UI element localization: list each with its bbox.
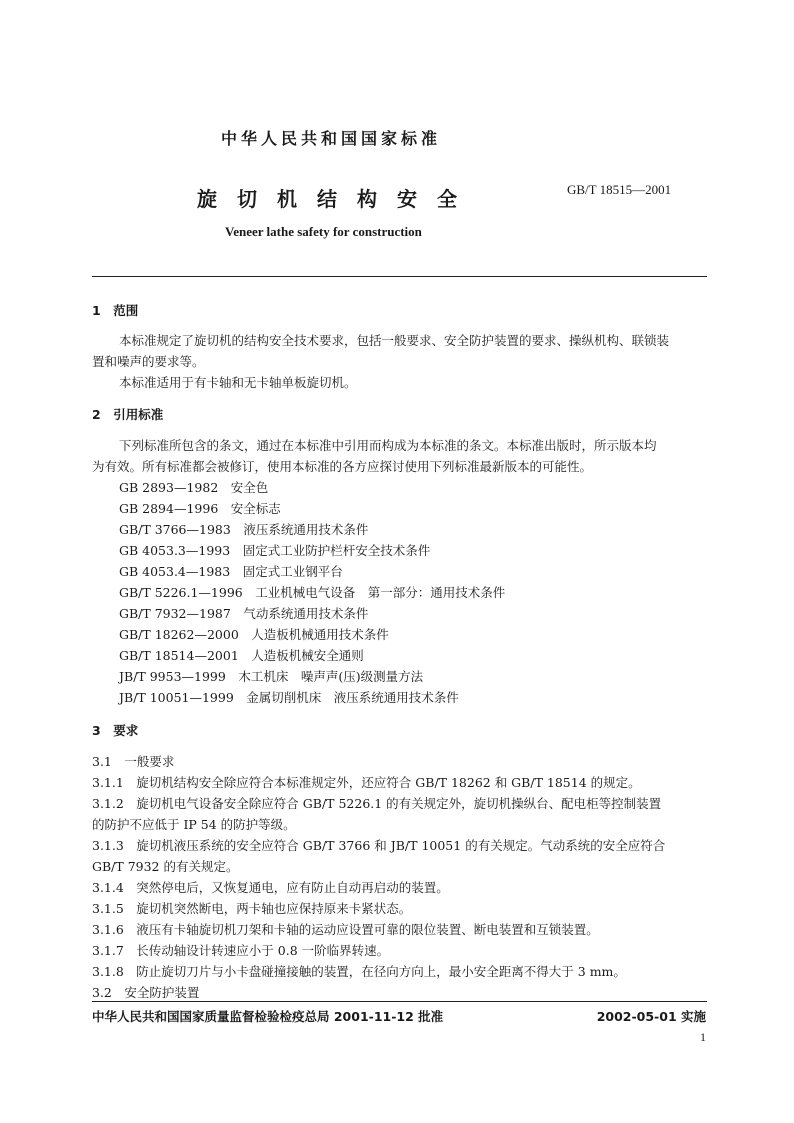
clause-text: GB/T 7932 的有关规定。 <box>92 859 239 874</box>
clause-heading: 3.2 安全防护装置 <box>92 985 200 1000</box>
section-heading-scope: 1 范围 <box>92 303 139 318</box>
reference-item: GB/T 18514—2001 人造板机械安全通则 <box>119 648 364 663</box>
reference-item: GB/T 7932—1987 气动系统通用技术条件 <box>119 606 369 621</box>
document-title: 旋切机结构安全 <box>197 187 477 211</box>
clause-text: 3.1.1 旋切机结构安全除应符合本标准规定外，还应符合 GB/T 18262 和 GB/T 18514 的规定。 <box>92 775 641 790</box>
clause-text: 3.1.4 突然停电后，又恢复通电，应有防止自动再启动的装置。 <box>92 880 449 895</box>
reference-item: GB/T 3766—1983 液压系统通用技术条件 <box>119 522 369 537</box>
paragraph-line: 为有效。所有标准都会被修订，使用本标准的各方应探讨使用下列标准最新版本的可能性。 <box>92 459 593 474</box>
reference-item: JB/T 10051—1999 金属切削机床 液压系统通用技术条件 <box>119 690 459 705</box>
standard-code: GB/T 18515—2001 <box>567 182 672 197</box>
clause-text: 3.1.8 防止旋切刀片与小卡盘碰撞接触的装置，在径向方向上，最小安全距离不得大于 3 mm。 <box>92 964 626 979</box>
clause-text: 的防护不应低于 IP 54 的防护等级。 <box>92 817 296 832</box>
clause-heading: 3.1 一般要求 <box>92 754 175 769</box>
clause-text: 3.1.2 旋切机电气设备安全除应符合 GB/T 5226.1 的有关规定外，旋切机操纵台、配电柜等控制装置 <box>92 796 662 811</box>
paragraph-line: 下列标准所包含的条文，通过在本标准中引用而构成为本标准的条文。本标准出版时，所示版本均 <box>119 438 657 453</box>
page-number: 1 <box>700 1030 706 1044</box>
reference-item: GB/T 5226.1—1996 工业机械电气设备 第一部分：通用技术条件 <box>119 585 506 600</box>
reference-item: GB 2894—1996 安全标志 <box>119 501 281 516</box>
paragraph-line: 本标准规定了旋切机的结构安全技术要求，包括一般要求、安全防护装置的要求、操纵机构、联锁装 <box>119 333 670 348</box>
paragraph-line: 本标准适用于有卡轴和无卡轴单板旋切机。 <box>119 375 357 390</box>
section-heading-requirements: 3 要求 <box>92 723 139 738</box>
section-heading-references: 2 引用标准 <box>92 407 164 422</box>
effective-date: 2002-05-01 实施 <box>596 1009 706 1024</box>
reference-item: JB/T 9953—1999 木工机床 噪声声(压)级测量方法 <box>119 669 424 684</box>
english-title: Veneer lathe safety for construction <box>225 224 422 239</box>
reference-item: GB 2893—1982 安全色 <box>119 480 269 495</box>
standard-organization: 中华人民共和国国家标准 <box>220 129 441 148</box>
header-divider <box>92 276 707 277</box>
clause-text: 3.1.3 旋切机液压系统的安全应符合 GB/T 3766 和 JB/T 10051 的有关规定。气动系统的安全应符合 <box>92 838 666 853</box>
reference-item: GB/T 18262—2000 人造板机械通用技术条件 <box>119 627 389 642</box>
paragraph-line: 置和噪声的要求等。 <box>92 354 205 369</box>
reference-item: GB 4053.4—1983 固定式工业钢平台 <box>119 564 343 579</box>
reference-item: GB 4053.3—1993 固定式工业防护栏杆安全技术条件 <box>119 543 431 558</box>
clause-text: 3.1.5 旋切机突然断电，两卡轴也应保持原来卡紧状态。 <box>92 901 412 916</box>
approval-note: 中华人民共和国国家质量监督检验检疫总局 2001-11-12 批准 <box>92 1009 444 1024</box>
footer-divider <box>92 1001 707 1002</box>
clause-text: 3.1.6 液压有卡轴旋切机刀架和卡轴的运动应设置可靠的限位装置、断电装置和互锁装置。 <box>92 922 599 937</box>
clause-text: 3.1.7 长传动轴设计转速应小于 0.8 一阶临界转速。 <box>92 943 390 958</box>
